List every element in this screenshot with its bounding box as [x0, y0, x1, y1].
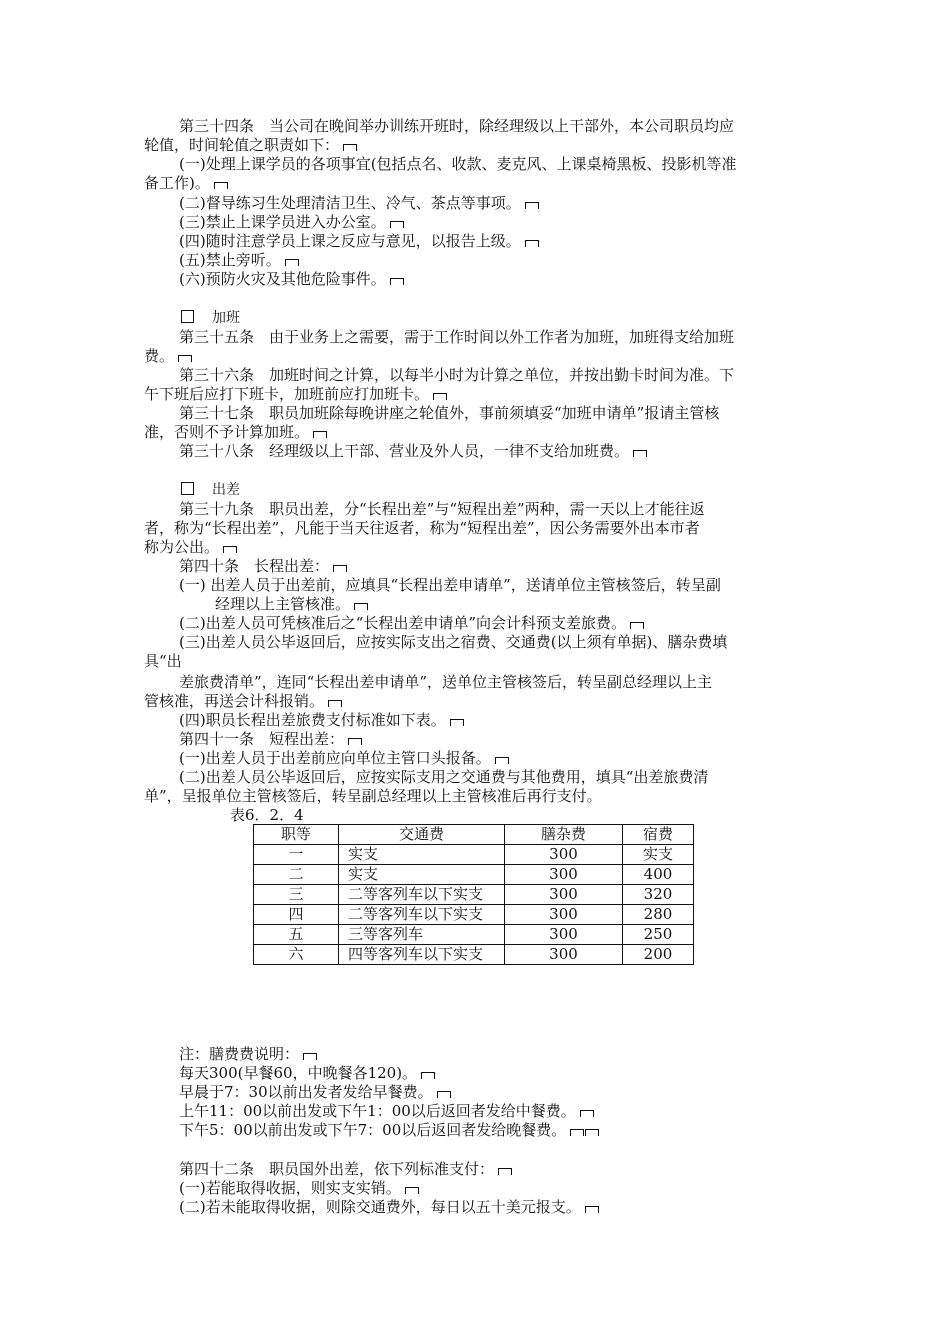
cell-meals: 300 [505, 925, 623, 945]
cell-transport: 实支 [339, 845, 505, 865]
cell-transport: 二等客列车以下实支 [339, 885, 505, 905]
cell-lodging: 400 [623, 865, 694, 885]
checkbox-square-icon [181, 310, 194, 323]
paragraph-mark-icon [421, 1072, 435, 1079]
paragraph-mark-icon [405, 1187, 419, 1194]
section-heading-overtime: 加班 [181, 309, 240, 328]
article-34-item-5: (五)禁止旁听。 [179, 251, 299, 270]
article-40-item-1: (一) 出差人员于出差前，应填具“长程出差申请单”，送请单位主管核签后，转呈副 [179, 576, 721, 594]
paragraph-mark-icon [585, 1206, 599, 1213]
paragraph-mark-icon [437, 1091, 451, 1098]
table-row [254, 945, 694, 965]
paragraph-mark-icon [303, 1053, 317, 1060]
cell-grade: 三 [254, 885, 339, 905]
article-34-item-2: (二)督导练习生处理清洁卫生、冷气、茶点等事项。 [179, 194, 539, 213]
note-line-3: 上午11：00以前出发或下午1：00以后返回者发给中餐费。 [179, 1102, 594, 1121]
article-42-item-1: (一)若能取得收据，则实支实销。 [179, 1179, 419, 1198]
article-42: 第四十二条 职员国外出差，依下列标准支付： [179, 1160, 512, 1179]
section-heading-business-trip: 出差 [181, 481, 240, 500]
table-row [254, 905, 694, 925]
note-line-2: 早晨于7：30以前出发者发给早餐费。 [179, 1083, 451, 1102]
article-40-item-4: (四)职员长程出差旅费支付标准如下表。 [179, 711, 464, 730]
paragraph-mark-icon [580, 1110, 594, 1117]
paragraph-mark-icon [285, 259, 299, 266]
article-34-item-3: (三)禁止上课学员进入办公室。 [179, 213, 404, 232]
article-35-line-1: 第三十五条 由于业务上之需要，需于工作时间以外工作者为加班，加班得支给加班 [179, 328, 735, 346]
article-34-item-1-cont: 备工作)。 [144, 174, 228, 193]
cell-lodging: 250 [623, 925, 694, 945]
paragraph-mark-icon [214, 182, 228, 189]
cell-grade: 四 [254, 905, 339, 925]
paragraph-mark-icon [223, 546, 237, 553]
article-38: 第三十八条 经理级以上干部、营业及外人员，一律不支给加班费。 [179, 442, 647, 461]
cell-grade: 二 [254, 865, 339, 885]
article-40-item-3-cont-2: 差旅费清单”，连同“长程出差申请单”，送单位主管核签后，转呈副总经理以上主 [179, 673, 713, 691]
travel-expense-table [253, 824, 694, 965]
paragraph-mark-icon [633, 450, 647, 457]
article-34-item-4: (四)随时注意学员上课之反应与意见，以报告上级。 [179, 232, 539, 251]
column-header-transport: 交通费 [339, 825, 505, 845]
paragraph-mark-icon [178, 355, 192, 362]
cell-meals: 300 [505, 945, 623, 965]
cell-lodging: 320 [623, 885, 694, 905]
paragraph-mark-icon [498, 1168, 512, 1175]
article-40-item-1-cont: 经理以上主管核准。 [215, 595, 368, 614]
article-42-item-2: (二)若未能取得收据，则除交通费外，每日以五十美元报支。 [179, 1198, 599, 1217]
cell-grade: 六 [254, 945, 339, 965]
paragraph-mark-icon [343, 144, 357, 151]
article-41-item-1: (一)出差人员于出差前应向单位主管口头报备。 [179, 749, 509, 768]
table-caption: 表6．2．4 [230, 806, 304, 824]
table-row [254, 865, 694, 885]
paragraph-mark-icon [450, 719, 464, 726]
article-35-line-2: 费。 [144, 347, 192, 366]
article-41-item-2: (二)出差人员公毕返回后，应按实际支用之交通费与其他费用，填具“出差旅费清 [179, 768, 709, 786]
cell-meals: 300 [505, 905, 623, 925]
cell-transport: 四等客列车以下实支 [339, 945, 505, 965]
paragraph-mark-icon [630, 622, 644, 629]
paragraph-mark-icon [348, 738, 362, 745]
article-40-item-3-cont-1: 具“出 [144, 652, 182, 670]
note-line-1: 每天300(早餐60，中晚餐各120)。 [179, 1064, 435, 1083]
paragraph-mark-icon [328, 700, 342, 707]
note-title: 注：膳费费说明： [179, 1045, 317, 1064]
article-39-line-1: 第三十九条 职员出差，分“长程出差”与“短程出差”两种，需一天以上才能往返 [179, 500, 705, 518]
paragraph-mark-icon [570, 1129, 584, 1136]
cell-grade: 一 [254, 845, 339, 865]
cell-lodging: 200 [623, 945, 694, 965]
article-41: 第四十一条 短程出差： [179, 730, 362, 749]
cell-meals: 300 [505, 885, 623, 905]
article-40-item-3: (三)出差人员公毕返回后，应按实际支出之宿费、交通费(以上须有单据)、膳杂费填 [179, 633, 728, 651]
article-34-item-6: (六)预防火灾及其他危险事件。 [179, 270, 404, 289]
cell-meals: 300 [505, 865, 623, 885]
article-39-line-2: 者，称为“长程出差”，凡能于当天往返者，称为“短程出差”，因公务需要外出本市者 [144, 519, 700, 537]
column-header-meals: 膳杂费 [505, 825, 623, 845]
article-40-item-3-cont-3: 管核准，再送会计科报销。 [144, 692, 342, 711]
article-34-line-1: 第三十四条 当公司在晚间举办训练开班时，除经理级以上干部外，本公司职员均应 [179, 117, 735, 135]
note-line-4: 下午5：00以前出发或下午7：00以后返回者发给晚餐费。 [179, 1121, 599, 1140]
paragraph-mark-icon [354, 603, 368, 610]
column-header-grade: 职等 [254, 825, 339, 845]
article-37-line-1: 第三十七条 职员加班除每晚讲座之轮值外，事前须填妥“加班申请单”报请主管核 [179, 404, 720, 422]
article-40-item-2: (二)出差人员可凭核准后之“长程出差申请单”向会计科预支差旅费。 [179, 614, 644, 633]
cell-transport: 实支 [339, 865, 505, 885]
paragraph-mark-icon [495, 757, 509, 764]
article-34-item-1: (一)处理上课学员的各项事宜(包括点名、收款、麦克风、上课桌椅黑板、投影机等准 [179, 155, 737, 173]
cell-lodging: 实支 [623, 845, 694, 865]
article-41-item-2-cont: 单”，呈报单位主管核签后，转呈副总经理以上主管核准后再行支付。 [144, 787, 602, 805]
table-row [254, 845, 694, 865]
cell-grade: 五 [254, 925, 339, 945]
cell-lodging: 280 [623, 905, 694, 925]
paragraph-mark-icon [525, 240, 539, 247]
article-37-line-2: 准，否则不予计算加班。 [144, 423, 327, 442]
article-40: 第四十条 长程出差： [179, 557, 347, 576]
paragraph-mark-icon [585, 1129, 599, 1136]
table-row [254, 885, 694, 905]
column-header-lodging: 宿费 [623, 825, 694, 845]
article-39-line-3: 称为公出。 [144, 538, 237, 557]
paragraph-mark-icon [525, 202, 539, 209]
cell-transport: 二等客列车以下实支 [339, 905, 505, 925]
paragraph-mark-icon [333, 565, 347, 572]
cell-meals: 300 [505, 845, 623, 865]
paragraph-mark-icon [390, 278, 404, 285]
cell-transport: 三等客列车 [339, 925, 505, 945]
table-header-row [254, 825, 694, 845]
paragraph-mark-icon [433, 393, 447, 400]
checkbox-square-icon [181, 482, 194, 495]
paragraph-mark-icon [390, 221, 404, 228]
paragraph-mark-icon [313, 431, 327, 438]
article-36-line-1: 第三十六条 加班时间之计算，以每半小时为计算之单位，并按出勤卡时间为准。下 [179, 366, 735, 384]
article-36-line-2: 午下班后应打下班卡，加班前应打加班卡。 [144, 385, 447, 404]
table-row [254, 925, 694, 945]
article-34-line-2: 轮值，时间轮值之职责如下： [144, 136, 357, 155]
